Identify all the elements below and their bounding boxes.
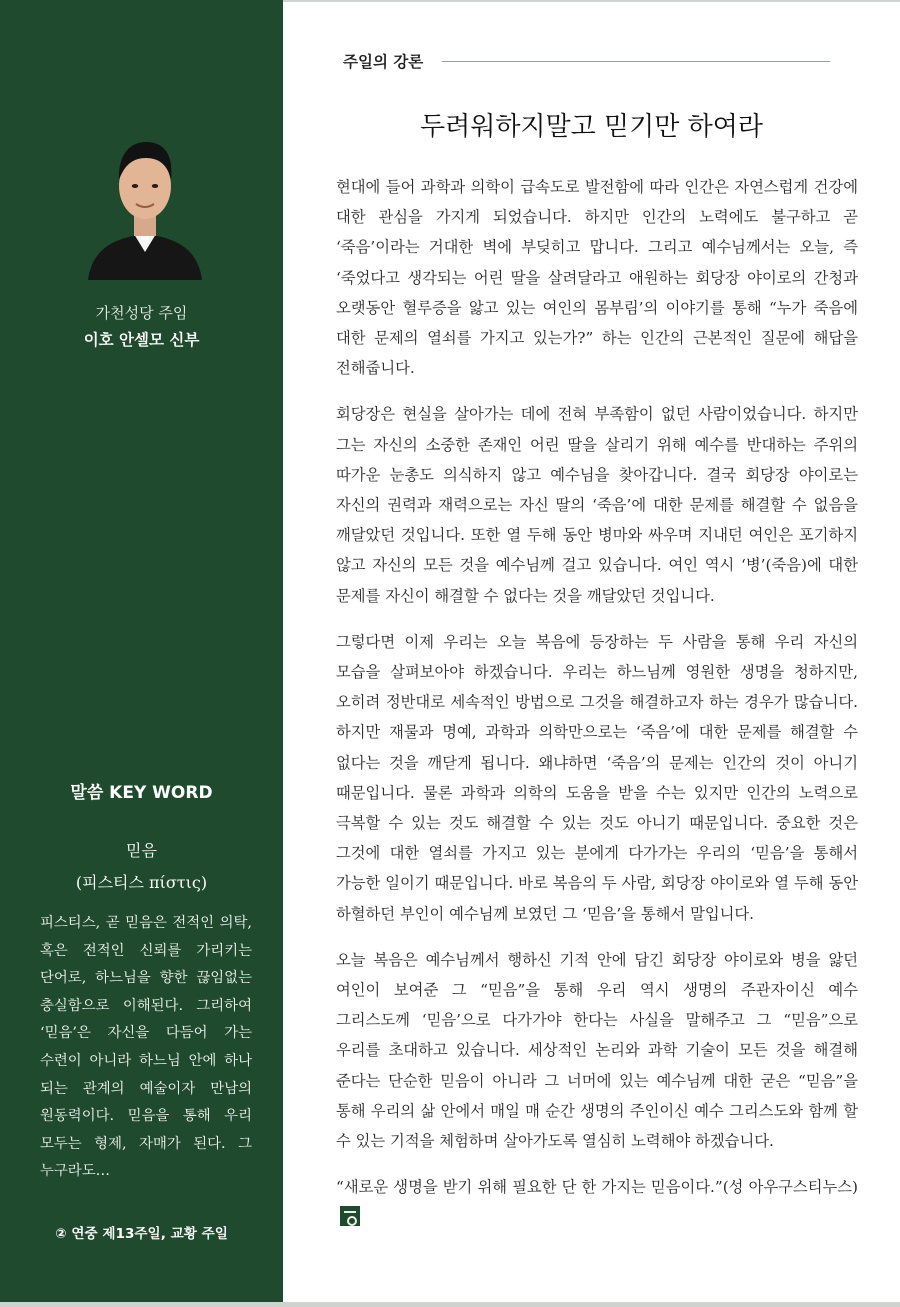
homily-body (336, 172, 858, 1249)
top-strip (283, 0, 900, 2)
end-mark-icon (340, 1206, 360, 1226)
closing-quote (336, 1172, 858, 1232)
author-name: 이호 안셀모 신부 (83, 331, 200, 349)
keyword-heading: 말씀 KEY WORD (70, 783, 213, 803)
keyword-greek: (피스티스 πίστις) (75, 873, 208, 892)
paragraph: 현대에 들어 과학과 의학이 급속도로 발전함에 따라 인간은 자연스럽게 건강에 대한 관심을 가지게 되었습니다. 하지만 인간의 노력에도 불구하고 곧 ‘죽음’이라는 거대한 벽에 부딪히고 맙니다. 그리고 예수님께서는 오늘, 즉 ‘죽었다고 생각되는 어린 딸을 살려달라고 애원하는 회당장 야이로의 간청과 오랫동안 혈루증을 앓고 있는 여인의 몸부림’의 이야기를 통해 “누가 죽음에 대한 문제의 열쇠를 가지고 있는가?” 하는 인간의 근본적인 질문에 해답을 전해줍니다. (336, 178, 858, 378)
section-divider (442, 61, 830, 62)
keyword-word: 믿음 (126, 841, 157, 860)
page-title: 두려워하지말고 믿기만 하여라 (419, 112, 764, 142)
closing-quote-text: “새로운 생명을 받기 위해 필요한 단 한 가지는 믿음이다.”(성 아우구스티누스) (336, 1178, 858, 1197)
author-role: 가천성당 주임 (95, 304, 188, 322)
keyword-description: 피스티스, 곧 믿음은 전적인 의탁, 혹은 전적인 신뢰를 가리키는 단어로, 하느님을 향한 끊임없는 충실함으로 이해된다. 그리하여 ‘믿음’은 자신을 다듬어 가는 수련이 아니라 하느님 안에 하나 되는 관계의 예술이자 만남의 원동력이다. 믿음을 통해 우리 모두는 형제, 자매가 된다. 그 누구라도… (40, 915, 252, 1180)
paragraph: 오늘 복음은 예수님께서 행하신 기적 안에 담긴 회당장 야이로와 병을 앓던 여인이 보여준 그 “믿음”을 통해 우리 역시 생명의 주관자이신 예수 그리스도께 ‘믿음’으로 다가가야 한다는 사실을 말해주고 그 “믿음”으로 우리를 초대하고 있습니다. 세상적인 논리와 과학 기술이 모든 것을 해결해 준다는 단순한 믿음이 아니라 그 너머에 있는 예수님께 대한 굳은 “믿음”을 통해 우리의 삶 안에서 매일 매 순간 생명의 주인이신 예수 그리스도와 함께 할 수 있는 기적을 체험하며 살아가도록 열심히 노력해야 하겠습니다. (336, 950, 858, 1151)
author-portrait (86, 130, 204, 280)
paragraph: 그렇다면 이제 우리는 오늘 복음에 등장하는 두 사람을 통해 우리 자신의 모습을 살펴보아야 하겠습니다. 우리는 하느님께 영원한 생명을 청하지만, 오히려 정반대로 세속적인 방법으로 그것을 해결하고자 하는 경우가 많습니다. 하지만 재물과 명예, 과학과 의학만으로는 ‘죽음’에 대한 문제를 해결할 수 없다는 것을 깨닫게 됩니다. 왜냐하면 ‘죽음’의 문제는 인간의 것이 아니기 때문입니다. 물론 과학과 의학의 도움을 받을 수는 있지만 인간의 노력으로 극복할 수 있는 것도 해결할 수 있는 것도 아니기 때문입니다. 중요한 것은 그것에 대한 열쇠를 가지고 있는 분에게 다가가는 우리의 ‘믿음’을 통해서 가능한 일이기 때문입니다. 바로 복음의 두 사람, 회당장 야이로와 열 두해 동안 하혈하던 부인이 예수님께 보였던 그 ‘믿음’을 통해서 말입니다. (336, 632, 858, 923)
bottom-strip (0, 1302, 900, 1307)
section-label: 주일의 강론 (343, 53, 424, 71)
paragraph: 회당장은 현실을 살아가는 데에 전혀 부족함이 없던 사람이었습니다. 하지만 그는 자신의 소중한 존재인 어린 딸을 살리기 위해 예수를 반대하는 주위의 따가운 눈총도 의식하지 않고 예수님을 찾아갑니다. 결국 회당장 야이로는 자신의 권력과 재력으로는 자신 딸의 ‘죽음’에 대한 문제를 해결할 수 없음을 깨달았던 것입니다. 또한 열 두해 동안 병마와 싸우며 지내던 여인은 포기하지 않고 자신의 모든 것을 예수님께 걸고 있습니다. 여인 역시 ‘병’(죽음)에 대한 문제를 자신이 해결할 수 없다는 것을 깨달았던 것입니다. (336, 405, 858, 605)
sidebar (0, 0, 283, 1307)
issue-label: ② 연중 제13주일, 교황 주일 (55, 1226, 228, 1242)
